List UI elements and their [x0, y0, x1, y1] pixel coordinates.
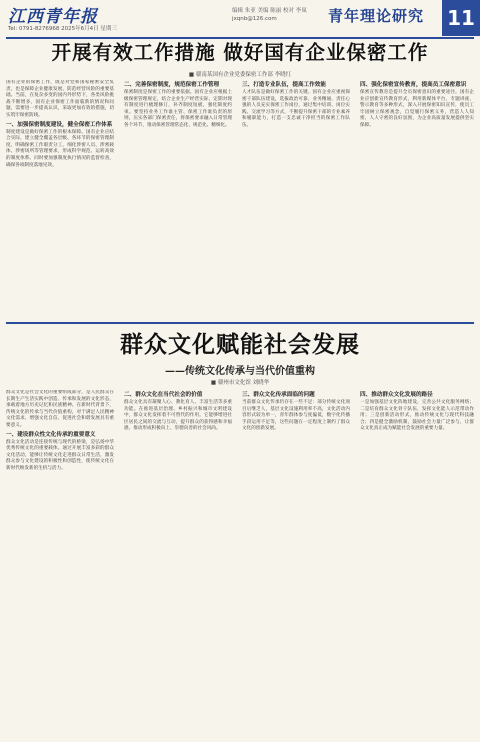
article1-paragraph: 国有企业的保密工作，既是对党和国家秘密安全负责，也是保障企业健康发展、防范经营风险的重要基础。当前，在复杂多变的国内外形势下，各类风险挑战不断增多，国有企业保密工作面临新的情况和问题，需要进一步提高认识，采取更加有效的措施，切实筑牢保密防线。 [6, 80, 114, 118]
article1-subheading: 四、强化保密宣传教育，提高员工保密意识 [360, 82, 467, 88]
article2-paragraph: 群众文化具有凝聚人心、教化育人、丰富生活等多重功能。在推进基层治理、乡村振兴和城市文明建设中，群众文化发挥着不可替代的作用。它能够增进社区居民之间的交流与互动，提升群众的获得感和幸福感，推动形成积极向上、崇德向善的社会风尚。 [124, 400, 232, 432]
contact-date-line: Tel: 0791-8276968 2025年6月4日 星期三 [8, 26, 117, 32]
article1-column-2 [124, 80, 232, 318]
article2-column-1 [6, 390, 114, 736]
article2-column-2 [124, 390, 232, 736]
article1-paragraph: 人才队伍是做好保密工作的关键。国有企业应重视保密干部队伍建设，选拔政治可靠、业务精通、责任心强的人员充实保密工作岗位，通过集中培训、岗位实践、交流学习等方式，不断提升保密干部的专业素养和履职能力，打造一支忠诚干净担当的保密工作队伍。 [242, 90, 350, 128]
article1-paragraph: 保密宣传教育是提升全员保密意识的重要途径。国有企业应创新宣传教育形式，利用新媒体平台、专题讲座、警示教育等多种形式，深入开展保密知识宣传，使员工牢固树立保密观念，自觉履行保密义务，营造人人知密、人人守密的良好氛围，为企业高质量发展提供坚实保障。 [360, 90, 474, 128]
section-title: 青年理论研究 [328, 7, 425, 25]
article2-subheading: 三、群众文化传承面临的问题 [242, 392, 315, 398]
article2-column-4 [360, 390, 474, 736]
page-number: 11 [442, 0, 480, 36]
editors-line: 编辑 朱亚 美编 陈丽 校对 李岚 [232, 8, 307, 14]
article2-paragraph: 群众文化活动是连接传统与现代的桥梁，是弘扬中华优秀传统文化的重要载体。通过开展丰富多彩的群众文化活动，能够让传统文化走进群众日常生活，激发群众参与文化建设的积极性和创造性，使传统文化在新时代焕发新的生机与活力。 [6, 439, 114, 471]
article1-column-4 [360, 80, 474, 318]
newspaper-logo: 江西青年报 [8, 7, 98, 27]
article2-subheading: 一、建设群众性文化传承的重要意义 [6, 431, 96, 438]
article1-paragraph: 制度建设是做好保密工作的根本保障。国有企业应结合实际，建立健全覆盖各层级、各环节的保密管理制度，明确保密工作职责分工，细化涉密人员、涉密载体、涉密场所等管理要求，形成科学规范、运转高效的制度体系。同时要加强制度执行情况的监督检查，确保各项制度落地见效。 [6, 129, 114, 168]
masthead-rule [6, 37, 474, 39]
article-divider [6, 322, 474, 324]
article2-subheading: 四、推动群众文化发展的路径 [360, 392, 433, 398]
email-line: jxqnb@126.com [232, 16, 277, 22]
article1-column-1 [6, 80, 114, 318]
article2-subheading: 二、群众文化在当代社会的价值 [124, 392, 203, 398]
masthead [0, 0, 480, 38]
article1-title: 开展有效工作措施 做好国有企业保密工作 [51, 41, 429, 64]
article2-paragraph: 一是加强基层文化阵地建设，完善公共文化服务网络；二是培育群众文化骨干队伍，发挥文化能人示范带动作用；三是创新活动形式，推动传统文化与现代科技融合；四是健全激励机制，鼓励社会力量广泛参与，让群众文化真正成为赋能社会发展的重要力量。 [360, 400, 474, 432]
article1-subheading: 二、完善保密制度，规范保密工作管理 [124, 82, 220, 88]
article2-paragraph: 群众文化是社会文化的重要组成部分，是人民群众在长期生产生活实践中创造、传承和发展的文化形态，承载着地方历史记忆和民族精神。在新时代背景下，传统文化的传承与当代价值重构，对于满足人民精神文化需求、增强文化自信、促进社会和谐发展具有重要意义。 [6, 390, 114, 428]
article2-byline: ■ 赣州市文化馆 刘晓华 [210, 380, 270, 386]
article1-subheading: 三、打造专业队伍，提高工作效能 [242, 82, 326, 88]
article2-column-3 [242, 390, 350, 736]
article2-title: 群众文化赋能社会发展 [120, 332, 360, 358]
article1-subheading: 一、加强保密制度建设，健全保密工作体系 [6, 121, 113, 128]
article2-subtitle: ——传统文化传承与当代价值重构 [165, 366, 315, 377]
article1-paragraph: 保密制度是保密工作的重要依据。国有企业应根据上级保密管理规定，结合企业生产经营实际，定期对现有制度进行梳理修订，补齐制度短板，强化制度约束。要坚持业务工作谁主管、保密工作谁负责的原则，压实各部门保密责任，将保密要求融入日常管理各个环节，推动保密管理常态化、规范化、精细化。 [124, 90, 232, 128]
article1-column-3 [242, 80, 350, 318]
article2-paragraph: 当前群众文化传承仍存在一些不足：部分传统文化项目后继乏人，基层文化设施利用率不高，文化活动内容形式较为单一，青年群体参与度偏低，数字化传播手段运用不足等，这些问题在一定程度上制约了群众文化的创新发展。 [242, 400, 350, 432]
article1-byline: ■ 赣南某国有企业党委保密工作部 李晓红 [188, 72, 292, 78]
